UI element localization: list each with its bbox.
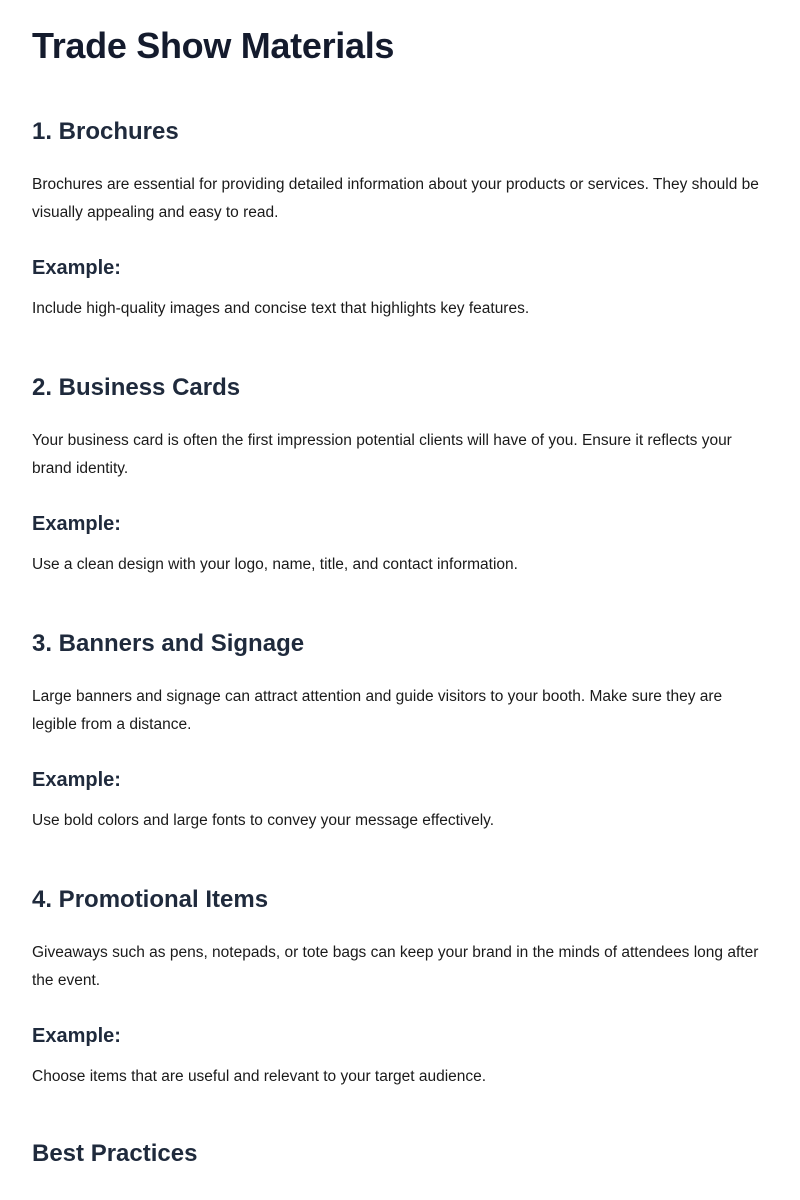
section-promotional-items [32, 885, 768, 1091]
section-heading: Best Practices [32, 1140, 198, 1167]
section-heading: 3. Banners and Signage [32, 630, 305, 657]
section-best-practices [32, 1139, 768, 1169]
section-body: Brochures are essential for providing detailed information about your products or services. They should be visually appealing and easy to read. [32, 176, 759, 221]
section-brochures [32, 117, 768, 323]
section-business-cards [32, 373, 768, 579]
section-heading: 1. Brochures [32, 118, 179, 145]
example-text: Use a clean design with your logo, name, title, and contact information. [32, 556, 518, 573]
example-text: Use bold colors and large fonts to convey your message effectively. [32, 812, 495, 829]
example-heading: Example: [32, 769, 121, 791]
example-text: Include high-quality images and concise text that highlights key features. [32, 300, 530, 317]
section-body: Giveaways such as pens, notepads, or tote bags can keep your brand in the minds of attendees long after the event. [32, 944, 759, 989]
page-title: Trade Show Materials [32, 25, 395, 66]
example-text: Choose items that are useful and relevant to your target audience. [32, 1068, 487, 1085]
section-heading: 2. Business Cards [32, 374, 241, 401]
example-heading: Example: [32, 1025, 121, 1047]
example-heading: Example: [32, 513, 121, 535]
section-banners-signage [32, 629, 768, 835]
example-heading: Example: [32, 257, 121, 279]
section-heading: 4. Promotional Items [32, 886, 269, 913]
section-body: Your business card is often the first impression potential clients will have of you. Ensure it reflects your brand identity. [32, 432, 732, 477]
section-body: Large banners and signage can attract attention and guide visitors to your booth. Make sure they are legible from a distance. [32, 688, 723, 733]
